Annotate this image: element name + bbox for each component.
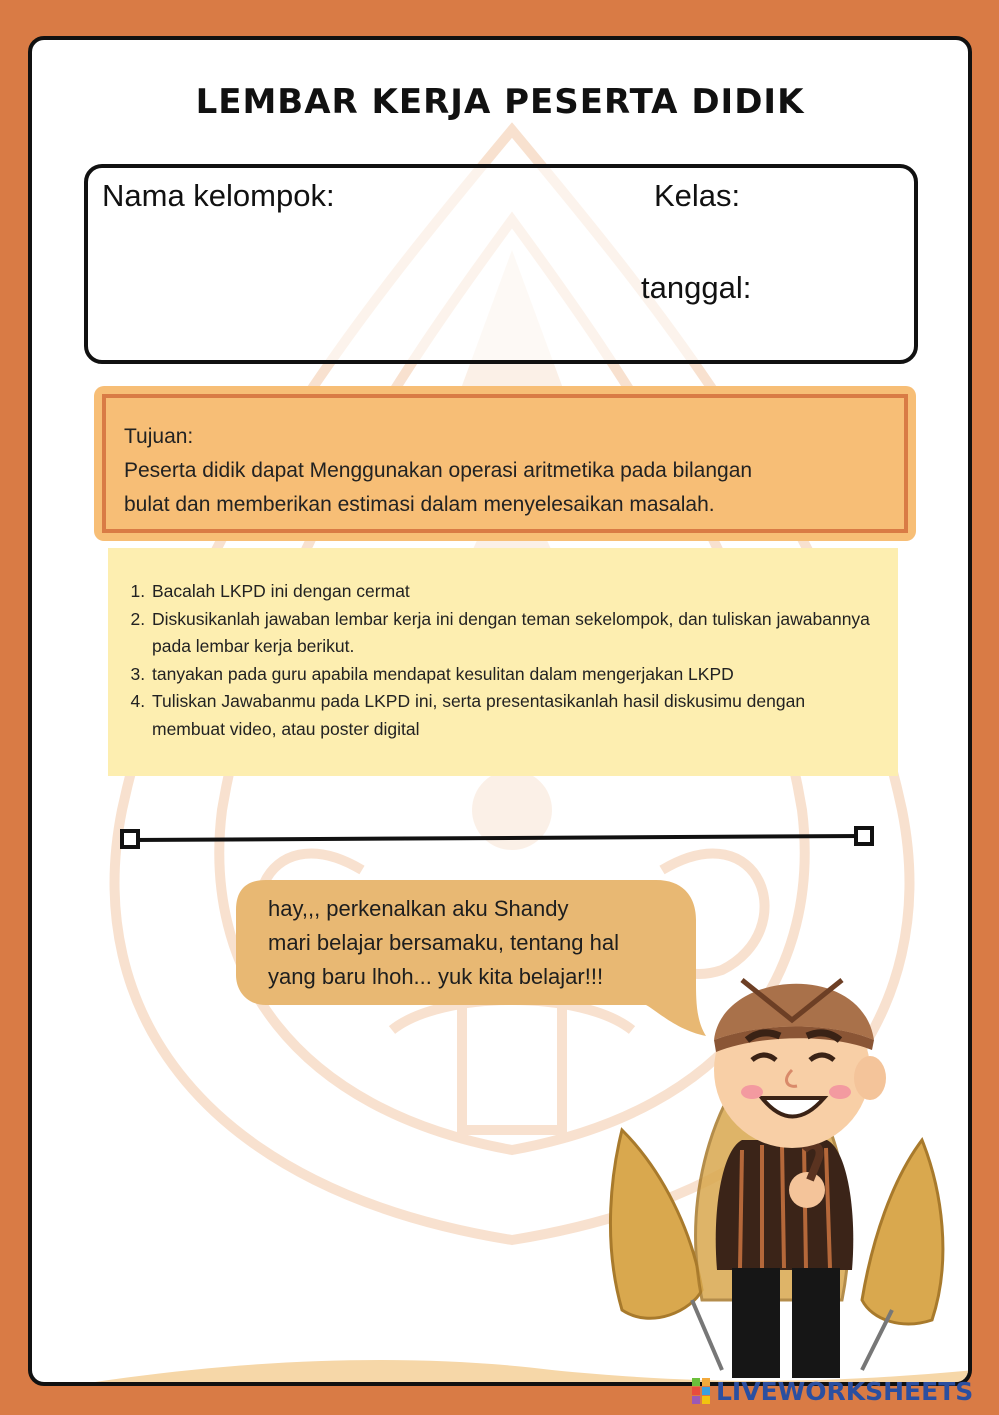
instruction-item: 3. tanyakan pada guru apabila mendapat kesulitan dalam mengerjakan LKPD [150, 661, 878, 689]
page-title: LEMBAR KERJA PESERTA DIDIK [195, 82, 805, 122]
class-label: Kelas: [654, 178, 741, 213]
speech-line2: mari belajar bersamaku, tentang hal [268, 930, 619, 955]
liveworksheets-logo-icon [692, 1378, 710, 1404]
divider-line [118, 826, 878, 850]
instruction-item: 4. Tuliskan Jawabanmu pada LKPD ini, serta presentasikanlah hasil diskusimu dengan membuat video, atau poster digital [150, 688, 878, 743]
goal-text-line1: Peserta didik dapat Menggunakan operasi aritmetika pada bilangan [124, 459, 753, 482]
goal-box [94, 386, 916, 541]
speech-line3: yang baru lhoh... yuk kita belajar!!! [268, 964, 604, 989]
group-name-label: Nama kelompok: [102, 178, 335, 213]
instruction-item: 2. Diskusikanlah jawaban lembar kerja ini dengan teman sekelompok, dan tuliskan jawabannya pada lembar kerja berikut. [150, 606, 878, 661]
instructions-box [108, 548, 898, 776]
worksheet-page [28, 36, 972, 1386]
instruction-item: 1. Bacalah LKPD ini dengan cermat [150, 578, 878, 606]
goal-heading: Tujuan: [124, 425, 194, 448]
character-illustration [592, 910, 952, 1386]
liveworksheets-logo[interactable] [692, 1374, 973, 1408]
identity-box [84, 164, 918, 364]
speech-line1: hay,,, perkenalkan aku Shandy [268, 896, 569, 921]
brand-name: LIVEWORKSHEETS [716, 1376, 974, 1406]
goal-text-line2: bulat dan memberikan estimasi dalam menyelesaikan masalah. [124, 493, 715, 516]
instructions-list [108, 548, 898, 743]
date-label: tanggal: [641, 270, 752, 305]
